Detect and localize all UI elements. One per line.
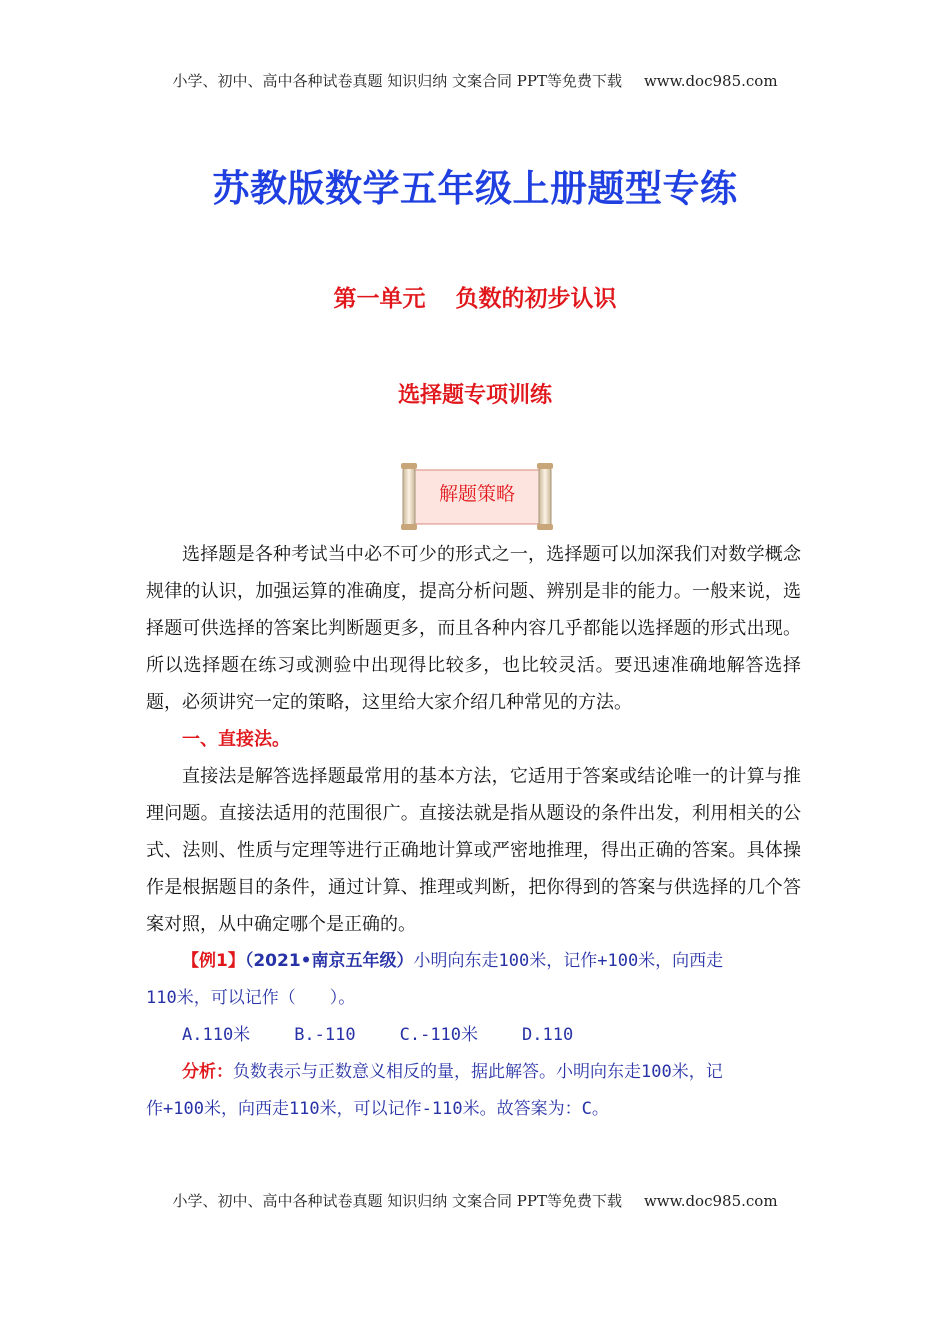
unit-name: 负数的初步认识 — [455, 286, 617, 312]
analysis-tag: 分析： — [182, 1062, 233, 1082]
unit-label: 第一单元 — [333, 286, 426, 312]
analysis-line: 作+100米，向西走110米，可以记作-110米。故答案为：C。 — [146, 1099, 609, 1119]
example-options — [146, 1017, 801, 1054]
page-header — [0, 70, 950, 91]
example-source: （2021•南京五年级） — [244, 951, 414, 971]
header-text: 小学、初中、高中各种试卷真题 知识归纳 文案合同 PPT等免费下载 — [172, 72, 622, 90]
document-title: 苏教版数学五年级上册题型专练 — [212, 167, 738, 210]
analysis-line — [146, 1054, 801, 1091]
footer-url[interactable]: www.doc985.com — [643, 1192, 778, 1210]
example-question-line: 110米，可以记作（ ）。 — [146, 988, 356, 1008]
strategy-banner — [400, 462, 554, 530]
example-question-line — [146, 943, 801, 980]
section-subtitle: 选择题专项训练 — [397, 383, 552, 408]
section-heading: 一、直接法。 — [182, 729, 290, 750]
option-c: C.-110米 — [399, 1025, 479, 1045]
option-b: B.-110 — [294, 1025, 356, 1045]
example-tag: 【例1】 — [182, 951, 245, 971]
example-block — [146, 943, 801, 1128]
banner-label: 解题策略 — [438, 483, 515, 505]
option-a: A.110米 — [182, 1025, 251, 1045]
footer-text: 小学、初中、高中各种试卷真题 知识归纳 文案合同 PPT等免费下载 — [172, 1192, 622, 1210]
option-d: D.110 — [522, 1025, 574, 1045]
intro-paragraph: 选择题是各种考试当中必不可少的形式之一，选择题可以加深我们对数学概念规律的认识，加强运算的准确度，提高分析问题、辨别是非的能力。一般来说，选择题可供选择的答案比判断题更多，而且各种内容几乎都能以选择题的形式出现。所以选择题在练习或测验中出现得比较多，也比较灵活。要迅速准确地解答选择题，必须讲究一定的策略，这里给大家介绍几种常见的方法。 — [146, 544, 801, 713]
unit-title — [0, 280, 950, 313]
document-body — [146, 536, 801, 1128]
section-paragraph: 直接法是解答选择题最常用的基本方法，它适用于答案或结论唯一的计算与推理问题。直接法适用的范围很广。直接法就是指从题设的条件出发，利用相关的公式、法则、性质与定理等进行正确地计算或严密地推理，得出正确的答案。具体操作是根据题目的条件，通过计算、推理或判断，把你得到的答案与供选择的几个答案对照，从中确定哪个是正确的。 — [146, 766, 801, 935]
page-footer — [0, 1190, 950, 1211]
example-question-1: 小明向东走100米，记作+100米，向西走 — [413, 951, 724, 971]
analysis-text-1: 负数表示与正数意义相反的量，据此解答。小明向东走100米，记 — [233, 1062, 723, 1082]
header-url[interactable]: www.doc985.com — [643, 72, 778, 90]
